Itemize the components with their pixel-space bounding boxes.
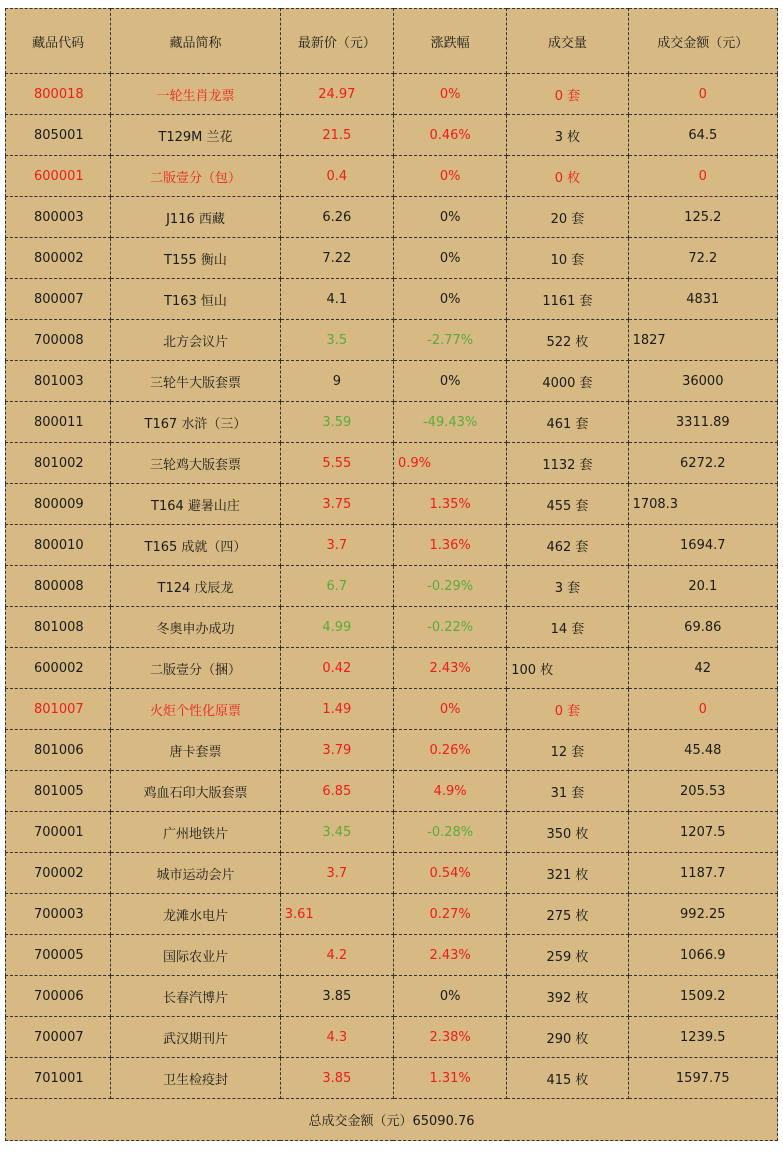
cell-name: T164 避暑山庄 [111,484,280,525]
cell-change: 0% [393,74,506,115]
header-amount: 成交金额（元） [628,9,777,74]
cell-code: 700008 [6,320,111,361]
cell-amount: 1708.3 [628,484,777,525]
table-row [6,566,778,607]
cell-code: 700005 [6,935,111,976]
cell-code: 801003 [6,361,111,402]
cell-price: 3.5 [280,320,393,361]
cell-code: 800010 [6,525,111,566]
table-row [6,279,778,320]
cell-price: 3.7 [280,853,393,894]
table-row [6,484,778,525]
cell-price: 6.85 [280,771,393,812]
cell-volume: 0 套 [507,74,628,115]
cell-amount: 3311.89 [628,402,777,443]
market-table [5,8,778,1141]
table-row [6,1017,778,1058]
cell-volume: 290 枚 [507,1017,628,1058]
cell-price: 4.3 [280,1017,393,1058]
cell-volume: 455 套 [507,484,628,525]
cell-change: -49.43% [393,402,506,443]
cell-change: 1.36% [393,525,506,566]
cell-volume: 415 枚 [507,1058,628,1099]
cell-change: 2.38% [393,1017,506,1058]
footer-row [6,1099,778,1141]
cell-code: 800018 [6,74,111,115]
table-row [6,648,778,689]
header-change: 涨跌幅 [393,9,506,74]
cell-code: 701001 [6,1058,111,1099]
table-row [6,607,778,648]
cell-amount: 1827 [628,320,777,361]
cell-price: 4.1 [280,279,393,320]
table-row [6,894,778,935]
cell-volume: 20 套 [507,197,628,238]
cell-volume: 0 套 [507,689,628,730]
cell-amount: 1597.75 [628,1058,777,1099]
cell-change: 0.9% [393,443,506,484]
cell-name: T165 成就（四） [111,525,280,566]
cell-change: 0% [393,279,506,320]
cell-code: 800008 [6,566,111,607]
cell-code: 800007 [6,279,111,320]
cell-name: 武汉期刊片 [111,1017,280,1058]
cell-name: T163 恒山 [111,279,280,320]
cell-price: 3.45 [280,812,393,853]
cell-volume: 100 枚 [507,648,628,689]
table-row [6,1058,778,1099]
cell-amount: 1694.7 [628,525,777,566]
cell-volume: 259 枚 [507,935,628,976]
cell-code: 801005 [6,771,111,812]
cell-amount: 72.2 [628,238,777,279]
cell-price: 3.7 [280,525,393,566]
cell-name: 国际农业片 [111,935,280,976]
cell-name: 三轮牛大版套票 [111,361,280,402]
cell-amount: 205.53 [628,771,777,812]
cell-name: 长春汽博片 [111,976,280,1017]
table-row [6,156,778,197]
cell-name: 二版壹分（包） [111,156,280,197]
header-name: 藏品简称 [111,9,280,74]
cell-code: 801002 [6,443,111,484]
table-row [6,320,778,361]
cell-code: 800011 [6,402,111,443]
cell-amount: 4831 [628,279,777,320]
cell-amount: 64.5 [628,115,777,156]
table-row [6,115,778,156]
header-volume: 成交量 [507,9,628,74]
cell-change: 0% [393,238,506,279]
cell-amount: 36000 [628,361,777,402]
cell-change: 0.46% [393,115,506,156]
table-row [6,730,778,771]
cell-code: 700003 [6,894,111,935]
cell-name: 一轮生肖龙票 [111,74,280,115]
cell-change: 0.26% [393,730,506,771]
cell-change: 0% [393,689,506,730]
table-row [6,74,778,115]
table-row [6,525,778,566]
cell-code: 700007 [6,1017,111,1058]
cell-name: J116 西藏 [111,197,280,238]
cell-price: 24.97 [280,74,393,115]
cell-name: 卫生检疫封 [111,1058,280,1099]
cell-change: -0.29% [393,566,506,607]
cell-volume: 321 枚 [507,853,628,894]
cell-name: T129M 兰花 [111,115,280,156]
cell-amount: 1239.5 [628,1017,777,1058]
table-body [6,74,778,1099]
cell-volume: 462 套 [507,525,628,566]
table-footer [6,1099,778,1141]
cell-price: 4.99 [280,607,393,648]
cell-change: 0% [393,156,506,197]
cell-volume: 350 枚 [507,812,628,853]
table-row [6,812,778,853]
cell-volume: 31 套 [507,771,628,812]
cell-price: 3.85 [280,1058,393,1099]
cell-volume: 3 枚 [507,115,628,156]
cell-amount: 42 [628,648,777,689]
cell-name: 鸡血石印大版套票 [111,771,280,812]
cell-name: 城市运动会片 [111,853,280,894]
cell-code: 800003 [6,197,111,238]
cell-change: 0% [393,197,506,238]
table-row [6,976,778,1017]
cell-name: T124 戊辰龙 [111,566,280,607]
cell-change: -2.77% [393,320,506,361]
cell-amount: 1066.9 [628,935,777,976]
cell-change: 0% [393,976,506,1017]
table-row [6,689,778,730]
cell-code: 801008 [6,607,111,648]
cell-code: 800002 [6,238,111,279]
table-row [6,935,778,976]
cell-change: 4.9% [393,771,506,812]
header-price: 最新价（元） [280,9,393,74]
cell-volume: 1161 套 [507,279,628,320]
cell-amount: 1187.7 [628,853,777,894]
cell-amount: 45.48 [628,730,777,771]
cell-change: 2.43% [393,648,506,689]
cell-amount: 20.1 [628,566,777,607]
cell-code: 600002 [6,648,111,689]
cell-code: 700001 [6,812,111,853]
header-row [6,9,778,74]
cell-amount: 125.2 [628,197,777,238]
cell-amount: 992.25 [628,894,777,935]
cell-price: 0.4 [280,156,393,197]
cell-code: 800009 [6,484,111,525]
cell-price: 3.59 [280,402,393,443]
cell-code: 700006 [6,976,111,1017]
cell-volume: 10 套 [507,238,628,279]
cell-change: 0.54% [393,853,506,894]
cell-price: 6.26 [280,197,393,238]
cell-name: 北方会议片 [111,320,280,361]
cell-change: 1.35% [393,484,506,525]
cell-change: -0.28% [393,812,506,853]
cell-price: 3.79 [280,730,393,771]
cell-amount: 6272.2 [628,443,777,484]
cell-price: 3.61 [280,894,393,935]
cell-volume: 3 套 [507,566,628,607]
cell-volume: 275 枚 [507,894,628,935]
cell-volume: 12 套 [507,730,628,771]
cell-price: 4.2 [280,935,393,976]
cell-amount: 0 [628,74,777,115]
cell-name: 龙滩水电片 [111,894,280,935]
header-code: 藏品代码 [6,9,111,74]
cell-volume: 1132 套 [507,443,628,484]
cell-change: -0.22% [393,607,506,648]
cell-name: 火炬个性化原票 [111,689,280,730]
cell-volume: 14 套 [507,607,628,648]
cell-price: 21.5 [280,115,393,156]
table-row [6,771,778,812]
cell-amount: 1207.5 [628,812,777,853]
cell-name: 冬奥申办成功 [111,607,280,648]
cell-code: 700002 [6,853,111,894]
cell-name: T155 衡山 [111,238,280,279]
table-header [6,9,778,74]
cell-price: 0.42 [280,648,393,689]
cell-change: 2.43% [393,935,506,976]
cell-price: 5.55 [280,443,393,484]
cell-volume: 461 套 [507,402,628,443]
table-row [6,402,778,443]
cell-change: 1.31% [393,1058,506,1099]
cell-amount: 1509.2 [628,976,777,1017]
table-row [6,853,778,894]
cell-code: 801007 [6,689,111,730]
cell-name: T167 水浒（三） [111,402,280,443]
table-row [6,443,778,484]
cell-change: 0% [393,361,506,402]
cell-code: 600001 [6,156,111,197]
cell-name: 三轮鸡大版套票 [111,443,280,484]
table-row [6,238,778,279]
cell-volume: 522 枚 [507,320,628,361]
cell-price: 7.22 [280,238,393,279]
cell-amount: 0 [628,156,777,197]
cell-name: 广州地铁片 [111,812,280,853]
cell-name: 唐卡套票 [111,730,280,771]
cell-code: 805001 [6,115,111,156]
total-amount: 总成交金额（元）65090.76 [6,1099,778,1141]
cell-volume: 0 枚 [507,156,628,197]
cell-price: 1.49 [280,689,393,730]
cell-price: 3.75 [280,484,393,525]
cell-change: 0.27% [393,894,506,935]
cell-volume: 392 枚 [507,976,628,1017]
cell-name: 二版壹分（捆） [111,648,280,689]
cell-price: 3.85 [280,976,393,1017]
cell-amount: 0 [628,689,777,730]
cell-price: 9 [280,361,393,402]
cell-price: 6.7 [280,566,393,607]
cell-code: 801006 [6,730,111,771]
cell-volume: 4000 套 [507,361,628,402]
table-row [6,361,778,402]
table-row [6,197,778,238]
cell-amount: 69.86 [628,607,777,648]
